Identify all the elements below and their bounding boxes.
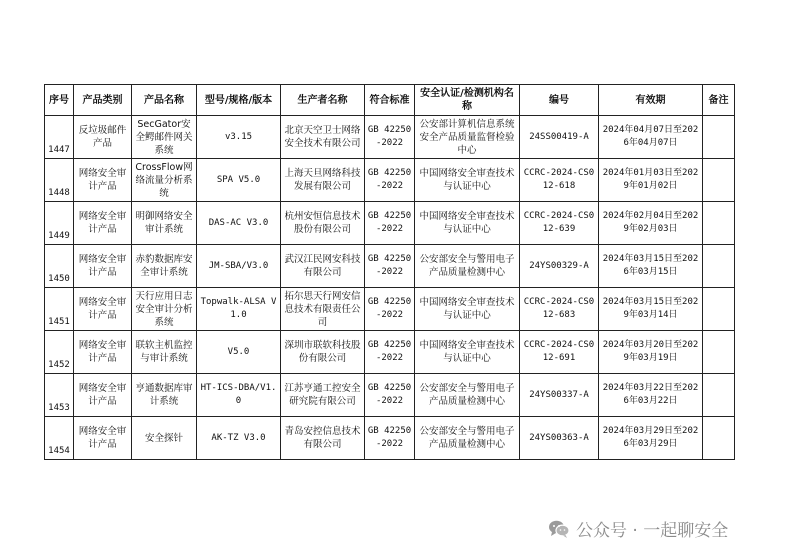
cell-validity: 2024年03月20日至2029年03月19日 xyxy=(599,331,703,374)
cell-standard: GB 42250-2022 xyxy=(365,116,415,159)
cell-validity: 2024年01月03日至2029年01月02日 xyxy=(599,159,703,202)
cell-agency: 中国网络安全审查技术与认证中心 xyxy=(415,202,520,245)
cell-category: 网络安全审计产品 xyxy=(74,159,132,202)
cell-agency: 中国网络安全审查技术与认证中心 xyxy=(415,331,520,374)
column-header: 有效期 xyxy=(599,85,703,116)
cell-validity: 2024年03月15日至2026年03月15日 xyxy=(599,245,703,288)
cell-model: JM-SBA/V3.0 xyxy=(197,245,281,288)
cell-code: CCRC-2024-CS012-618 xyxy=(520,159,599,202)
column-header: 产品名称 xyxy=(132,85,197,116)
cell-agency: 公安部安全与警用电子产品质量检测中心 xyxy=(415,374,520,417)
cell-code: CCRC-2024-CS012-639 xyxy=(520,202,599,245)
column-header: 序号 xyxy=(45,85,74,116)
cell-model: HT-ICS-DBA/V1.0 xyxy=(197,374,281,417)
cell-producer: 上海天旦网络科技发展有限公司 xyxy=(281,159,365,202)
cell-product-name: 安全探针 xyxy=(132,417,197,460)
cell-category: 网络安全审计产品 xyxy=(74,331,132,374)
cell-category: 网络安全审计产品 xyxy=(74,245,132,288)
cell-standard: GB 42250-2022 xyxy=(365,374,415,417)
column-header: 型号/规格/版本 xyxy=(197,85,281,116)
cell-producer: 青岛安控信息技术有限公司 xyxy=(281,417,365,460)
cell-note xyxy=(703,116,735,159)
cell-standard: GB 42250-2022 xyxy=(365,288,415,331)
cell-seq: 1447 xyxy=(45,116,74,159)
cell-producer: 深圳市联软科技股份有限公司 xyxy=(281,331,365,374)
table-row xyxy=(45,159,735,202)
cell-note xyxy=(703,331,735,374)
table-row xyxy=(45,202,735,245)
certification-table xyxy=(44,84,735,460)
cell-seq: 1449 xyxy=(45,202,74,245)
cell-code: 24YS00329-A xyxy=(520,245,599,288)
cell-product-name: 赤豹数据库安全审计系统 xyxy=(132,245,197,288)
cell-model: DAS-AC V3.0 xyxy=(197,202,281,245)
cell-validity: 2024年03月22日至2026年03月22日 xyxy=(599,374,703,417)
column-header: 产品类别 xyxy=(74,85,132,116)
cell-seq: 1448 xyxy=(45,159,74,202)
column-header: 编号 xyxy=(520,85,599,116)
cell-seq: 1452 xyxy=(45,331,74,374)
cell-product-name: 亨通数据库审计系统 xyxy=(132,374,197,417)
cell-code: 24SS00419-A xyxy=(520,116,599,159)
cell-standard: GB 42250-2022 xyxy=(365,331,415,374)
cell-agency: 公安部安全与警用电子产品质量检测中心 xyxy=(415,245,520,288)
cell-note xyxy=(703,417,735,460)
cell-product-name: SecGator安全鳄邮件网关系统 xyxy=(132,116,197,159)
cell-category: 网络安全审计产品 xyxy=(74,417,132,460)
cell-product-name: 联软主机监控与审计系统 xyxy=(132,331,197,374)
cell-standard: GB 42250-2022 xyxy=(365,159,415,202)
cell-seq: 1450 xyxy=(45,245,74,288)
table-row xyxy=(45,374,735,417)
cell-category: 网络安全审计产品 xyxy=(74,288,132,331)
cell-category: 网络安全审计产品 xyxy=(74,202,132,245)
cell-agency: 中国网络安全审查技术与认证中心 xyxy=(415,288,520,331)
cell-producer: 杭州安恒信息技术股份有限公司 xyxy=(281,202,365,245)
cell-note xyxy=(703,374,735,417)
cell-model: AK-TZ V3.0 xyxy=(197,417,281,460)
cell-code: 24YS00363-A xyxy=(520,417,599,460)
cell-model: V5.0 xyxy=(197,331,281,374)
cell-model: v3.15 xyxy=(197,116,281,159)
cell-code: 24YS00337-A xyxy=(520,374,599,417)
cell-note xyxy=(703,288,735,331)
cell-category: 反垃圾邮件产品 xyxy=(74,116,132,159)
cell-agency: 中国网络安全审查技术与认证中心 xyxy=(415,159,520,202)
cell-validity: 2024年03月29日至2026年03月29日 xyxy=(599,417,703,460)
cell-product-name: 明御网络安全审计系统 xyxy=(132,202,197,245)
cell-validity: 2024年03月15日至2029年03月14日 xyxy=(599,288,703,331)
cell-producer: 北京天空卫士网络安全技术有限公司 xyxy=(281,116,365,159)
table-row xyxy=(45,417,735,460)
cell-standard: GB 42250-2022 xyxy=(365,202,415,245)
cell-standard: GB 42250-2022 xyxy=(365,245,415,288)
cell-model: Topwalk-ALSA V1.0 xyxy=(197,288,281,331)
table-row xyxy=(45,116,735,159)
cell-validity: 2024年02月04日至2029年02月03日 xyxy=(599,202,703,245)
column-header: 安全认证/检测机构名称 xyxy=(415,85,520,116)
cell-note xyxy=(703,202,735,245)
cell-seq: 1454 xyxy=(45,417,74,460)
column-header: 生产者名称 xyxy=(281,85,365,116)
cell-category: 网络安全审计产品 xyxy=(74,374,132,417)
certification-table-sheet xyxy=(44,84,735,460)
column-header: 符合标准 xyxy=(365,85,415,116)
watermark xyxy=(548,516,728,541)
cell-seq: 1451 xyxy=(45,288,74,331)
wechat-icon xyxy=(548,519,570,539)
table-row xyxy=(45,331,735,374)
cell-producer: 武汉江民网安科技有限公司 xyxy=(281,245,365,288)
cell-code: CCRC-2024-CS012-683 xyxy=(520,288,599,331)
cell-product-name: 天行应用日志安全审计分析系统 xyxy=(132,288,197,331)
cell-note xyxy=(703,245,735,288)
cell-validity: 2024年04月07日至2026年04月07日 xyxy=(599,116,703,159)
cell-agency: 公安部安全与警用电子产品质量检测中心 xyxy=(415,417,520,460)
cell-product-name: CrossFlow网络流量分析系统 xyxy=(132,159,197,202)
watermark-text: 公众号 · 一起聊安全 xyxy=(576,521,729,541)
column-header: 备注 xyxy=(703,85,735,116)
cell-agency: 公安部计算机信息系统安全产品质量监督检验中心 xyxy=(415,116,520,159)
cell-standard: GB 42250-2022 xyxy=(365,417,415,460)
cell-seq: 1453 xyxy=(45,374,74,417)
cell-producer: 拓尔思天行网安信息技术有限责任公司 xyxy=(281,288,365,331)
cell-note xyxy=(703,159,735,202)
table-header-row xyxy=(45,85,735,116)
cell-producer: 江苏亨通工控安全研究院有限公司 xyxy=(281,374,365,417)
table-body xyxy=(45,116,735,460)
table-row xyxy=(45,245,735,288)
cell-model: SPA V5.0 xyxy=(197,159,281,202)
table-row xyxy=(45,288,735,331)
cell-code: CCRC-2024-CS012-691 xyxy=(520,331,599,374)
